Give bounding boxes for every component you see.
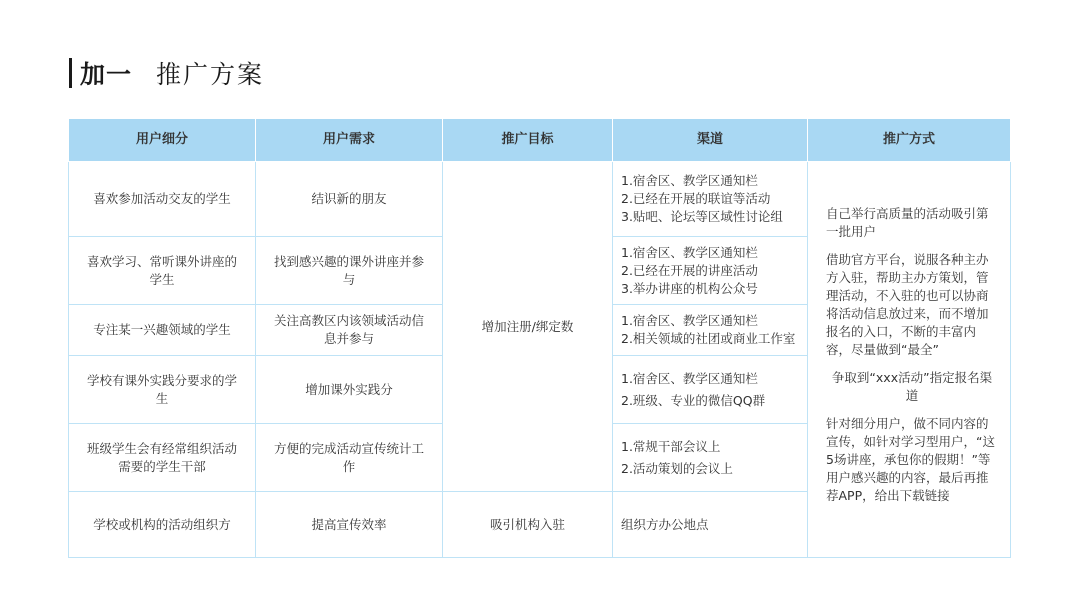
title-main: 加一 [80, 60, 133, 89]
segment-cell: 班级学生会有经常组织活动需要的学生干部 [69, 424, 256, 492]
channel-item: 1.宿舍区、教学区通知栏 [621, 244, 758, 260]
channel-cell [613, 356, 808, 424]
channel-cell [613, 492, 808, 558]
promo-item: 借助官方平台，说服各种主办方入驻，帮助主办方策划，管理活动，不入驻的也可以协商将活动信息放过来，而不增加报名的入口，不断的丰富内容，尽量做到“最全” [826, 251, 989, 357]
channel-item: 2.已经在开展的讲座活动 [621, 262, 758, 278]
title-sub: 推广方案 [156, 60, 265, 89]
channel-item: 1.宿舍区、教学区通知栏 [621, 313, 758, 328]
channel-item: 2.相关领域的社团或商业工作室 [621, 331, 796, 346]
channel-item: 1.宿舍区、教学区通知栏 [621, 173, 758, 188]
promotion-plan-table [68, 118, 1011, 558]
segment-cell: 喜欢学习、常听课外讲座的学生 [69, 237, 256, 305]
need-cell: 增加课外实践分 [256, 356, 443, 424]
goal-cell-last: 吸引机构入驻 [443, 492, 613, 558]
promo-method-cell [808, 162, 1011, 558]
header-channel: 渠道 [613, 119, 808, 162]
segment-cell: 学校有课外实践分要求的学生 [69, 356, 256, 424]
header-goal: 推广目标 [443, 119, 613, 162]
channel-item: 3.举办讲座的机构公众号 [621, 280, 758, 296]
table-header-row [69, 119, 1011, 162]
channel-cell [613, 424, 808, 492]
need-cell: 结识新的朋友 [256, 162, 443, 237]
need-cell: 找到感兴趣的课外讲座并参与 [256, 237, 443, 305]
segment-cell: 学校或机构的活动组织方 [69, 492, 256, 558]
promo-item: 针对细分用户，做不同内容的宣传，如针对学习型用户，“这5场讲座，承包你的假期！”等用户感兴趣的内容，最后再推荐APP，给出下载链接 [826, 415, 995, 503]
channel-cell [613, 162, 808, 237]
need-cell: 关注高教区内该领域活动信息并参与 [256, 305, 443, 356]
header-promo-method: 推广方式 [808, 119, 1011, 162]
segment-cell: 专注某一兴趣领域的学生 [69, 305, 256, 356]
channel-item: 1.宿舍区、教学区通知栏 [621, 370, 758, 386]
channel-cell [613, 237, 808, 305]
channel-item: 2.已经在开展的联谊等活动 [621, 191, 771, 206]
channel-item: 组织方办公地点 [621, 516, 709, 532]
channel-item: 2.班级、专业的微信QQ群 [621, 392, 766, 408]
need-cell: 提高宣传效率 [256, 492, 443, 558]
need-cell: 方便的完成活动宣传统计工作 [256, 424, 443, 492]
channel-item: 2.活动策划的会议上 [621, 460, 733, 476]
promo-item: 自己举行高质量的活动吸引第一批用户 [826, 205, 989, 239]
goal-cell-main: 增加注册/绑定数 [443, 162, 613, 492]
channel-cell [613, 305, 808, 356]
header-segment: 用户细分 [69, 119, 256, 162]
header-need: 用户需求 [256, 119, 443, 162]
channel-item: 3.贴吧、论坛等区域性讨论组 [621, 209, 783, 224]
segment-cell: 喜欢参加活动交友的学生 [69, 162, 256, 237]
table-row [69, 162, 1011, 237]
channel-item: 1.常规干部会议上 [621, 438, 721, 454]
page-title [69, 58, 264, 88]
promo-item: 争取到“xxx活动”指定报名渠道 [831, 369, 993, 403]
